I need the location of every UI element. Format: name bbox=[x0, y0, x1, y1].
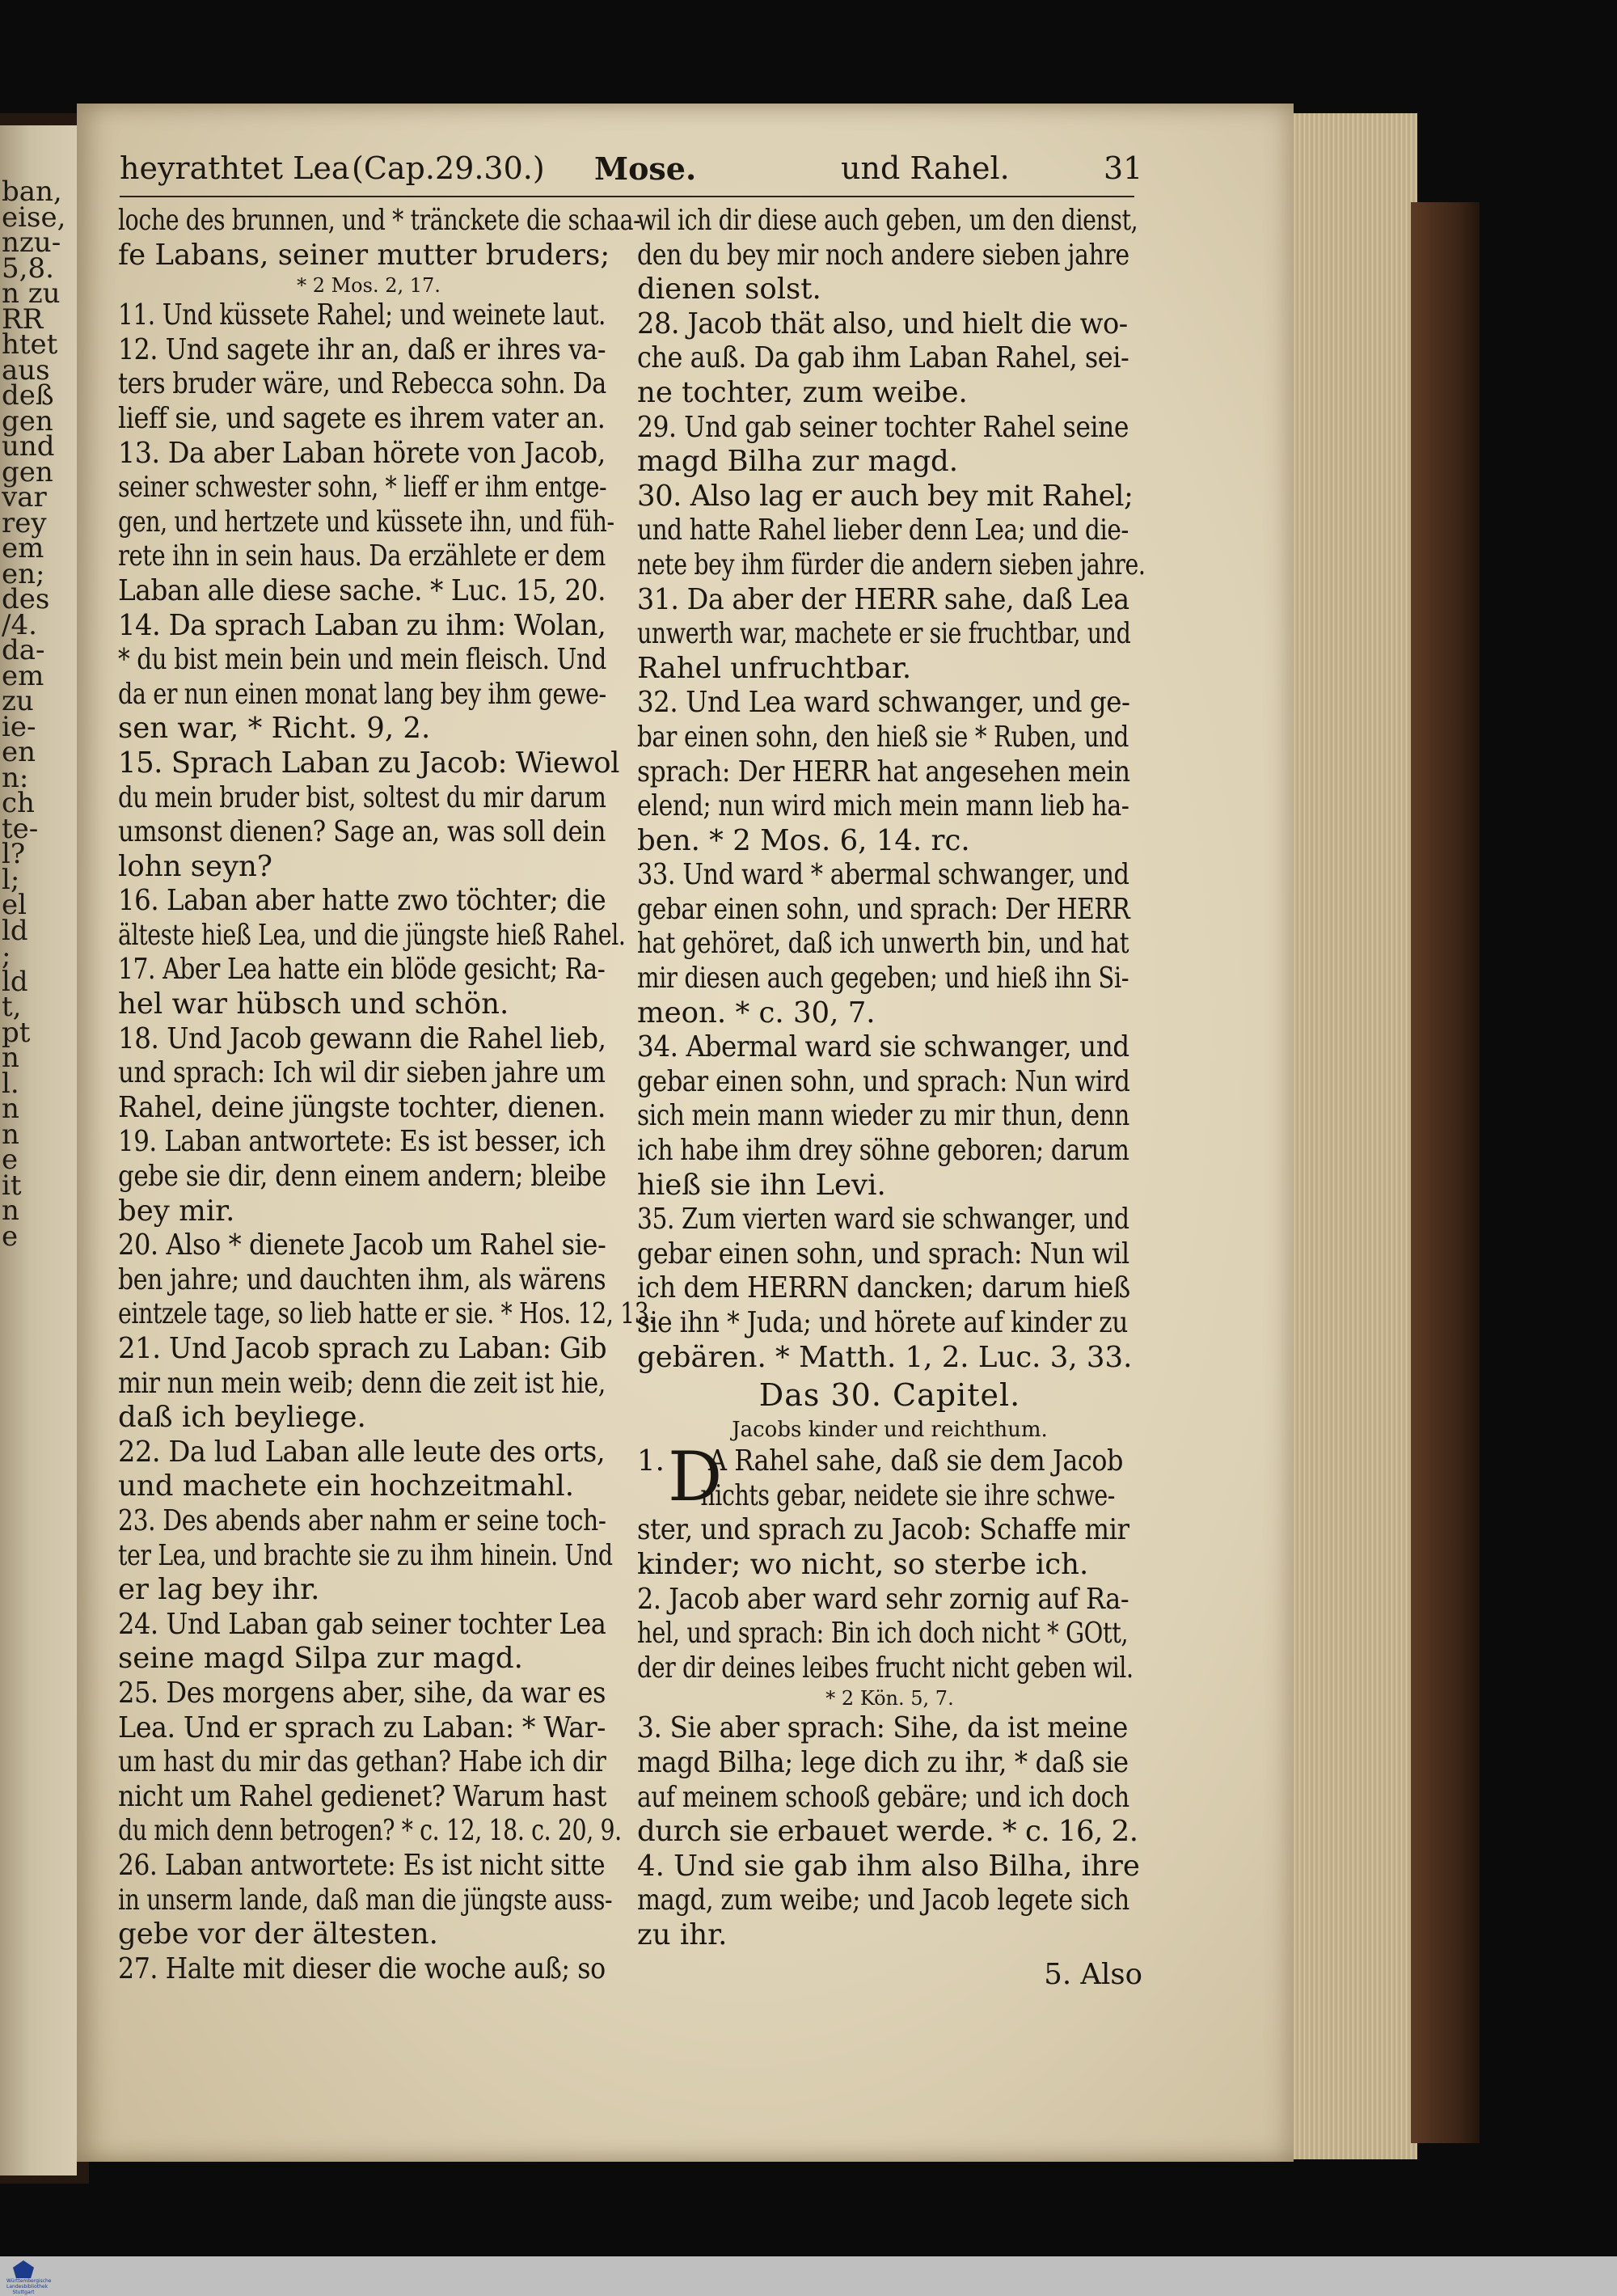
left-strip-fragment: pt bbox=[2, 1016, 31, 1049]
left-strip-fragment: n: bbox=[2, 761, 29, 794]
text-line: 23. Des abends aber nahm er seine toch- bbox=[118, 1503, 606, 1537]
text-line: 11. Und küssete Rahel; und weinete laut. bbox=[118, 298, 606, 332]
text-line: lohn seyn? bbox=[118, 849, 272, 883]
text-line: wil ich dir diese auch geben, um den dienst, bbox=[637, 204, 1138, 237]
footnote-reference: * 2 Kön. 5, 7. bbox=[825, 1687, 954, 1710]
left-strip-fragment: htet bbox=[2, 328, 58, 361]
text-line: 32. Und Lea ward schwanger, und ge- bbox=[637, 686, 1130, 720]
text-line: 20. Also * dienete Jacob um Rahel sie- bbox=[118, 1228, 606, 1262]
text-line: seiner schwester sohn, * lieff er ihm entge- bbox=[118, 471, 607, 505]
text-line: * du bist mein bein und mein fleisch. Und bbox=[118, 643, 606, 677]
left-strip-fragment: da- bbox=[2, 634, 45, 666]
left-strip-fragment: gen bbox=[2, 404, 53, 438]
viewer-footer-bar bbox=[0, 2256, 1617, 2296]
text-line: mir diesen auch gegeben; und hieß ihn Si- bbox=[637, 962, 1129, 996]
text-line: dienen solst. bbox=[637, 273, 821, 307]
text-line: 17. Aber Lea hatte ein blöde gesicht; Ra- bbox=[118, 953, 606, 987]
text-line: nete bey ihm fürder die andern sieben jahre. bbox=[637, 548, 1146, 581]
right-column-chapter-30 bbox=[637, 1437, 1142, 1952]
text-line: hat gehöret, daß ich unwerth bin, und hat bbox=[637, 927, 1129, 961]
text-line: mir nun mein weib; denn die zeit ist hie, bbox=[118, 1366, 606, 1400]
text-line: gebar einen sohn, und sprach: Nun wil bbox=[637, 1237, 1129, 1271]
text-line: 25. Des morgens aber, sihe, da war es bbox=[118, 1676, 606, 1710]
verse-number: 1. bbox=[637, 1444, 665, 1478]
text-line: 28. Jacob thät also, und hielt die wo- bbox=[637, 307, 1128, 340]
text-line: Lea. Und er sprach zu Laban: * War- bbox=[118, 1710, 606, 1744]
text-line: kinder; wo nicht, so sterbe ich. bbox=[637, 1547, 1089, 1581]
running-head-right: und Rahel. bbox=[841, 150, 1010, 186]
page-edges bbox=[1276, 113, 1417, 2159]
text-line: magd, zum weibe; und Jacob legete sich bbox=[637, 1884, 1129, 1918]
header-rule bbox=[120, 196, 1134, 197]
text-line: ben jahre; und dauchten ihm, als wärens bbox=[118, 1262, 606, 1296]
library-crest-icon bbox=[13, 2260, 34, 2278]
right-text-column bbox=[637, 204, 1146, 1992]
text-line: umsonst dienen? Sage an, was soll dein bbox=[118, 815, 606, 849]
left-strip-fragment: em bbox=[2, 532, 44, 564]
text-line: um hast du mir das gethan? Habe ich dir bbox=[118, 1745, 606, 1779]
left-strip-fragment: l. bbox=[2, 1067, 19, 1100]
text-line: 34. Abermal ward sie schwanger, und bbox=[637, 1030, 1129, 1064]
left-strip-fragment: deß bbox=[2, 379, 54, 412]
text-line: magd Bilha zur magd. bbox=[637, 445, 959, 479]
left-strip-fragment: ie- bbox=[2, 710, 36, 743]
chapter-summary: Jacobs kinder und reichthum. bbox=[732, 1418, 1048, 1443]
library-logo bbox=[6, 2259, 52, 2295]
left-strip-fragment: em bbox=[2, 659, 44, 692]
text-line: gebären. * Matth. 1, 2. Luc. 3, 33. bbox=[637, 1340, 1133, 1374]
text-line: 13. Da aber Laban hörete von Jacob, bbox=[118, 436, 606, 470]
text-line: ters bruder wäre, und Rebecca sohn. Da bbox=[118, 367, 606, 401]
text-line: hieß sie ihn Levi. bbox=[637, 1168, 886, 1202]
text-line: bey mir. bbox=[118, 1194, 235, 1228]
text-line: ter Lea, und brachte sie zu ihm hinein. Und bbox=[118, 1538, 613, 1572]
left-text-column bbox=[118, 204, 657, 1986]
text-line: sich mein mann wieder zu mir thun, denn bbox=[637, 1099, 1129, 1133]
left-strip-fragment: el bbox=[2, 889, 27, 921]
text-line: seine magd Silpa zur magd. bbox=[118, 1642, 523, 1676]
text-line: auf meinem schooß gebäre; und ich doch bbox=[637, 1780, 1129, 1814]
text-line: und hatte Rahel lieber denn Lea; und die- bbox=[637, 514, 1129, 548]
text-line: gebar einen sohn, und sprach: Der HERR bbox=[637, 892, 1130, 926]
text-line: ne tochter, zum weibe. bbox=[637, 375, 968, 409]
text-line: meon. * c. 30, 7. bbox=[637, 996, 876, 1030]
text-line: gebe vor der ältesten. bbox=[118, 1918, 438, 1951]
library-logo-text: Württembergische Landesbibliothek Stuttgart bbox=[6, 2278, 52, 2295]
text-line: gebar einen sohn, und sprach: Nun wird bbox=[637, 1064, 1130, 1098]
text-line: sie ihn * Juda; und hörete auf kinder zu bbox=[637, 1306, 1128, 1339]
text-line: ich dem HERRN dancken; darum hieß bbox=[637, 1271, 1130, 1305]
running-head-left: heyrathtet Lea bbox=[120, 150, 350, 186]
text-line: den du bey mir noch andere sieben jahre bbox=[637, 238, 1129, 272]
text-line: da er nun einen monat lang bey ihm gewe- bbox=[118, 677, 606, 711]
text-line: du mein bruder bist, soltest du mir darum bbox=[118, 780, 606, 814]
left-strip-fragment: nzu- bbox=[2, 226, 61, 259]
text-line: sen war, * Richt. 9, 2. bbox=[118, 712, 431, 746]
catchword: 5. Also bbox=[1044, 1957, 1142, 1991]
left-strip-fragment: zu bbox=[2, 685, 34, 717]
left-strip-fragment: n bbox=[2, 1195, 19, 1227]
text-line: che auß. Da gab ihm Laban Rahel, sei- bbox=[637, 341, 1129, 375]
left-strip-fragment: ch bbox=[2, 787, 35, 819]
left-strip-fragment: e bbox=[2, 1220, 19, 1253]
text-line: 33. Und ward * abermal schwanger, und bbox=[637, 858, 1129, 892]
text-line: elend; nun wird mich mein mann lieb ha- bbox=[637, 789, 1129, 823]
text-line: 22. Da lud Laban alle leute des orts, bbox=[118, 1435, 606, 1469]
text-line: 14. Da sprach Laban zu ihm: Wolan, bbox=[118, 608, 606, 642]
text-line: 29. Und gab seiner tochter Rahel seine bbox=[637, 410, 1129, 444]
text-line: 31. Da aber der HERR sahe, daß Lea bbox=[637, 582, 1129, 616]
left-strip-fragment: ld bbox=[2, 914, 28, 947]
left-strip-fragment: te- bbox=[2, 812, 39, 845]
left-page-fragment bbox=[0, 125, 77, 2175]
text-line: älteste hieß Lea, und die jüngste hieß Rahel. bbox=[118, 918, 626, 952]
left-strip-fragment: und bbox=[2, 430, 55, 463]
text-line: 27. Halte mit dieser die woche auß; so bbox=[118, 1951, 606, 1985]
left-strip-fragment: l? bbox=[2, 838, 26, 870]
text-line: 16. Laban aber hatte zwo töchter; die bbox=[118, 884, 606, 918]
left-strip-fragment: des bbox=[2, 583, 50, 615]
left-strip-fragment: RR bbox=[2, 302, 44, 336]
text-line: 21. Und Jacob sprach zu Laban: Gib bbox=[118, 1332, 607, 1365]
text-line: gen, und hertzete und küssete ihn, und füh- bbox=[118, 505, 614, 539]
text-line: in unserm lande, daß man die jüngste auss- bbox=[118, 1883, 613, 1917]
text-line: daß ich beyliege. bbox=[118, 1401, 366, 1435]
drop-capital: D bbox=[668, 1437, 723, 1517]
text-line: 3. Sie aber sprach: Sihe, da ist meine bbox=[637, 1711, 1128, 1745]
text-line: magd Bilha; lege dich zu ihr, * daß sie bbox=[637, 1745, 1129, 1779]
running-head-book: Mose. bbox=[594, 150, 697, 187]
text-line: der dir deines leibes frucht nicht geben wil. bbox=[637, 1651, 1134, 1685]
left-strip-fragment: n bbox=[2, 1118, 19, 1151]
text-line: hel war hübsch und schön. bbox=[118, 987, 509, 1021]
text-line: Laban alle diese sache. * Luc. 15, 20. bbox=[118, 573, 606, 607]
text-line: und machete ein hochzeitmahl. bbox=[118, 1469, 575, 1503]
left-strip-fragment: en bbox=[2, 736, 36, 768]
text-line: 30. Also lag er auch bey mit Rahel; bbox=[637, 479, 1134, 513]
text-line: Rahel, deine jüngste tochter, dienen. bbox=[118, 1090, 606, 1124]
text-line: 26. Laban antwortete: Es ist nicht sitte bbox=[118, 1848, 606, 1882]
text-line: eintzele tage, so lieb hatte er sie. * Hos. 12, 13. bbox=[118, 1297, 657, 1331]
text-line: 15. Sprach Laban zu Jacob: Wiewol bbox=[118, 746, 620, 780]
text-line: du mich denn betrogen? * c. 12, 18. c. 20, 9. bbox=[118, 1814, 622, 1848]
text-line: 12. Und sagete ihr an, daß er ihres va- bbox=[118, 332, 606, 366]
text-line: zu ihr. bbox=[637, 1918, 728, 1951]
left-strip-fragment: ld bbox=[2, 965, 28, 998]
text-line: ich habe ihm drey söhne geboren; darum bbox=[637, 1134, 1129, 1168]
text-line: fe Labans, seiner mutter bruders; bbox=[118, 238, 610, 272]
text-line: er lag bey ihr. bbox=[118, 1573, 320, 1607]
text-line: und sprach: Ich wil dir sieben jahre um bbox=[118, 1056, 606, 1090]
text-line: lieff sie, und sagete es ihrem vater an. bbox=[118, 401, 606, 435]
left-strip-fragment: it bbox=[2, 1169, 22, 1202]
right-column-chapter-29 bbox=[637, 204, 1146, 1375]
text-line: nichts gebar, neidete sie ihre schwe- bbox=[700, 1478, 1115, 1512]
left-strip-fragment: n bbox=[2, 1042, 19, 1074]
left-strip-fragment: gen bbox=[2, 455, 53, 488]
book-cover bbox=[1411, 202, 1480, 2143]
text-line: Rahel unfruchtbar. bbox=[637, 651, 912, 685]
text-line: 2. Jacob aber ward sehr zornig auf Ra- bbox=[637, 1582, 1129, 1616]
text-line: bar einen sohn, den hieß sie * Ruben, und bbox=[637, 720, 1129, 754]
text-line: rete ihn in sein haus. Da erzählete er dem bbox=[118, 539, 606, 573]
text-line: 18. Und Jacob gewann die Rahel lieb, bbox=[118, 1021, 606, 1055]
left-strip-fragment: en; bbox=[2, 557, 45, 590]
left-strip-fragment: 5,8. bbox=[2, 252, 54, 285]
text-line: ster, und sprach zu Jacob: Schaffe mir bbox=[637, 1513, 1129, 1547]
text-line: hel, und sprach: Bin ich doch nicht * GOtt, bbox=[637, 1617, 1129, 1651]
left-strip-fragment: var bbox=[2, 481, 47, 514]
text-line: 35. Zum vierten ward sie schwanger, und bbox=[637, 1203, 1129, 1237]
text-line: ben. * 2 Mos. 6, 14. rc. bbox=[637, 823, 970, 857]
footnote-reference: * 2 Mos. 2, 17. bbox=[297, 274, 441, 298]
left-strip-fragment: eise, bbox=[2, 201, 66, 234]
left-strip-fragment: l; bbox=[2, 863, 20, 896]
text-line: loche des brunnen, und * tränckete die schaa- bbox=[118, 204, 641, 237]
left-strip-fragment: t, bbox=[2, 991, 22, 1023]
text-line: 24. Und Laban gab seiner tochter Lea bbox=[118, 1607, 606, 1641]
chapter-heading: Das 30. Capitel. bbox=[758, 1377, 1021, 1414]
running-head-chapter-ref: (Cap.29.30.) bbox=[352, 150, 545, 186]
left-strip-fragment: rey bbox=[2, 506, 47, 539]
left-strip-fragment: /4. bbox=[2, 608, 37, 641]
text-line: sprach: Der HERR hat angesehen mein bbox=[637, 755, 1130, 789]
text-line: unwerth war, machete er sie fruchtbar, und bbox=[637, 617, 1131, 651]
page-number: 31 bbox=[1104, 150, 1143, 186]
text-line: durch sie erbauet werde. * c. 16, 2. bbox=[637, 1815, 1138, 1849]
left-strip-fragment: n bbox=[2, 1093, 19, 1125]
left-strip-fragment: n zu bbox=[2, 277, 61, 310]
left-strip-fragment: ban, bbox=[2, 175, 62, 208]
text-line: 4. Und sie gab ihm also Bilha, ihre bbox=[637, 1849, 1140, 1883]
text-line: A Rahel sahe, daß sie dem Jacob bbox=[708, 1444, 1124, 1478]
left-strip-fragment: e bbox=[2, 1144, 19, 1176]
text-line: 19. Laban antwortete: Es ist besser, ich bbox=[118, 1125, 606, 1159]
left-strip-fragment: ; bbox=[2, 940, 11, 972]
left-strip-fragment: aus bbox=[2, 353, 50, 387]
text-line: nicht um Rahel gedienet? Warum hast bbox=[118, 1779, 607, 1813]
text-line: gebe sie dir, denn einem andern; bleibe bbox=[118, 1160, 606, 1194]
